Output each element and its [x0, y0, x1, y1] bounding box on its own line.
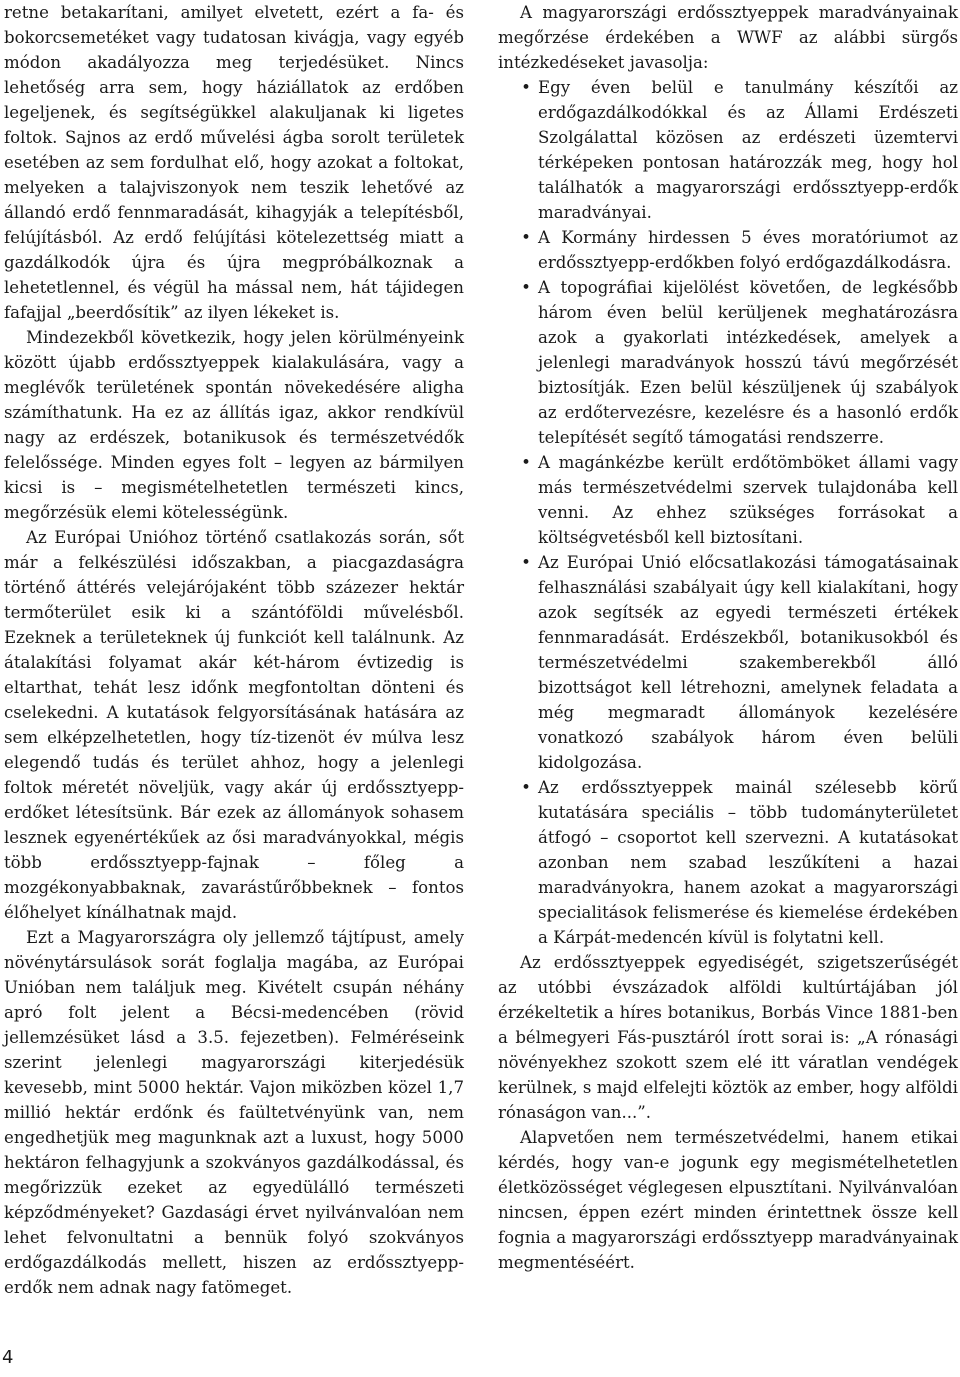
recommendation-item [498, 225, 958, 275]
left-paragraph-4: Ezt a Magyarországra oly jellemző tájtípust, amely növénytársulások sorát foglalja magába, az Európai Unióban nem találjuk meg. Kivételt csupán néhány apró folt jelent a Bécsi-medencében (rövid jellemzésüket lásd a 3.5. fejezetben). Felméréseink szerint jelenlegi magyarországi kiterjedésük kevesebb, mint 5000 hektár. Vajon miközben közel 1,7 millió hektár erdőnk és faültetvényünk van, nem engedhetjük meg magunknak azt a luxust, hogy 5000 hektáron felhagyjunk a szokványos gazdálkodással, és megőrizzük ezeket az egyedülálló természeti képződményeket? Gazdasági érvet nyilvánvalóan nem lehet felvonultatni a bennük folyó szokványos erdőgazdálkodás mellett, hiszen az erdőssztyepp-erdők nem adnak nagy fatömeget. [4, 928, 464, 1297]
bullet-icon: • [521, 278, 531, 297]
recommendations-intro: A magyarországi erdőssztyeppek maradványainak megőrzése érdekében a WWF az alábbi sürgős intézkedéseket javasolja: [498, 3, 958, 72]
bullet-icon: • [521, 78, 531, 97]
left-paragraph-3: Az Európai Unióhoz történő csatlakozás során, sőt már a felkészülési időszakban, a piacgazdaságra történő áttérés velejárójaként több százezer hektár termőterület esik ki a szántóföldi művelésből. Ezeknek a területeknek új funkciót kell találnunk. Az átalakítási folyamat akár két-három évtizedig is eltarthat, tehát lesz időnk megfontoltan dönteni és cselekedni. A kutatások felgyorsításának hatására az sem elképzelhetetlen, hogy tíz-tizenöt év múlva lesz elegendő tudás és terület ahhoz, hogy a jelenlegi foltok méretét növeljük, vagy akár új erdőssztyepp-erdőket létesítsünk. Bár ezek az állományok sohasem lesznek egyenértékűek az ősi maradványokkal, mégis több erdőssztyepp-fajnak – főleg a mozgékonyabbaknak, zavarástűrőbbeknek – fontos élőhelyet kínálhatnak majd. [4, 528, 464, 922]
recommendation-text: A magánkézbe került erdőtömböket állami vagy más természetvédelmi szervek tulajdonába kell venni. Az ehhez szükséges forrásokat a költségvetésből kell biztosítani. [538, 453, 958, 547]
recommendation-text: A Kormány hirdessen 5 éves moratóriumot az erdőssztyepp-erdőkben folyó erdőgazdálkodásra. [538, 228, 958, 272]
left-paragraph-1: retne betakarítani, amilyet elvetett, ezért a fa- és bokorcsemetéket vagy tudatosan kivágja, vagy egyéb módon akadályozza meg terjedésüket. Nincs lehetőség arra sem, hogy háziállatok az erdőben legeljenek, és segítségükkel alakuljanak ki ligetes foltok. Sajnos az erdő művelési ágba sorolt területek esetében az sem fordulhat elő, hogy azokat a foltokat, melyeken a talajviszonyok nem teszik lehetővé az állandó erdő fennmaradását, kihagyják a telepítésből, felújításból. Az erdő felújítási kötelezettség miatt a gazdálkodók újra és újra megpróbálkoznak a lehetetlennel, és végül ha mással nem, hát tájidegen fafajjal „beerdősítik” az ilyen lékeket is. [4, 3, 464, 322]
recommendation-item [498, 775, 958, 950]
recommendation-text: A topográfiai kijelölést követően, de legkésőbb három éven belül kerüljenek meghatározásra azok a gyakorlati intézkedések, amelyek a jelenlegi maradványok hosszú távú megőrzését biztosítják. Ezen belül készüljenek új szabályok az erdőtervezésre, kezelésre és a hasonló erdők telepítését segítő támogatási rendszerre. [538, 278, 958, 447]
recommendation-text: Egy éven belül e tanulmány készítői az erdőgazdálkodókkal és az Állami Erdészeti Szolgálattal közösen az erdészeti üzemtervi térképeken pontosan határozzák meg, hogy hol találhatók a magyarországi erdőssztyepp-erdők maradványai. [538, 78, 958, 222]
bullet-icon: • [521, 453, 531, 472]
left-column [4, 0, 464, 1300]
right-paragraph-1: Az erdőssztyeppek egyediségét, szigetszerűségét az utóbbi évszázadok alföldi kultúrtájában jól érzékeltetik a híres botanikus, Borbás Vince 1881-ben a bélmegyeri Fás-pusztáról írott sorai is: „A rónasági növényekhez szokott szem elé itt váratlan vendégek kerülnek, s majd elfelejti köztök az ember, hogy alföldi rónaságon van...”. [498, 953, 958, 1122]
bullet-icon: • [521, 778, 531, 797]
recommendation-item [498, 275, 958, 450]
left-paragraph-2: Mindezekből következik, hogy jelen körülményeink között újabb erdőssztyeppek kialakulására, vagy a meglévők területének spontán növekedésére aligha számíthatunk. Ha ez az állítás igaz, akkor rendkívül nagy az erdészek, botanikusok és természetvédők felelőssége. Minden egyes folt – legyen az bármilyen kicsi is – megismételhetetlen természeti kincs, megőrzésük elemi kötelességünk. [4, 328, 464, 522]
bullet-icon: • [521, 228, 531, 247]
right-column [498, 0, 958, 1275]
recommendation-item [498, 75, 958, 225]
recommendations-list [498, 75, 958, 950]
bullet-icon: • [521, 553, 531, 572]
recommendation-item [498, 450, 958, 550]
page-number: 4 [2, 1347, 14, 1368]
right-paragraph-2: Alapvetően nem természetvédelmi, hanem etikai kérdés, hogy van-e jogunk egy megismételhetetlen életközösséget véglegesen elpusztítani. Nyilvánvalóan nincsen, éppen ezért minden érintettnek össze kell fognia a magyarországi erdőssztyepp maradványainak megmentéséért. [498, 1128, 958, 1272]
recommendation-text: Az Európai Unió előcsatlakozási támogatásainak felhasználási szabályait úgy kell kialakítani, hogy azok segítsék az egyedi természeti értékek fennmaradását. Erdészekből, botanikusokból és természetvédelmi szakemberekből álló bizottságot kell létrehozni, amelynek feladata a még megmaradt állományok kezelésére vonatkozó szabályok három éven belüli kidolgozása. [538, 553, 958, 772]
recommendation-text: Az erdőssztyeppek mainál szélesebb körű kutatására speciális – több tudományterületet átfogó – csoportot kell szervezni. A kutatásokat azonban nem szabad leszűkíteni a hazai maradványokra, hanem azokat a magyarországi specialitások felismerése és kiemelése érdekében a Kárpát-medencén kívül is folytatni kell. [538, 778, 958, 947]
recommendation-item [498, 550, 958, 775]
